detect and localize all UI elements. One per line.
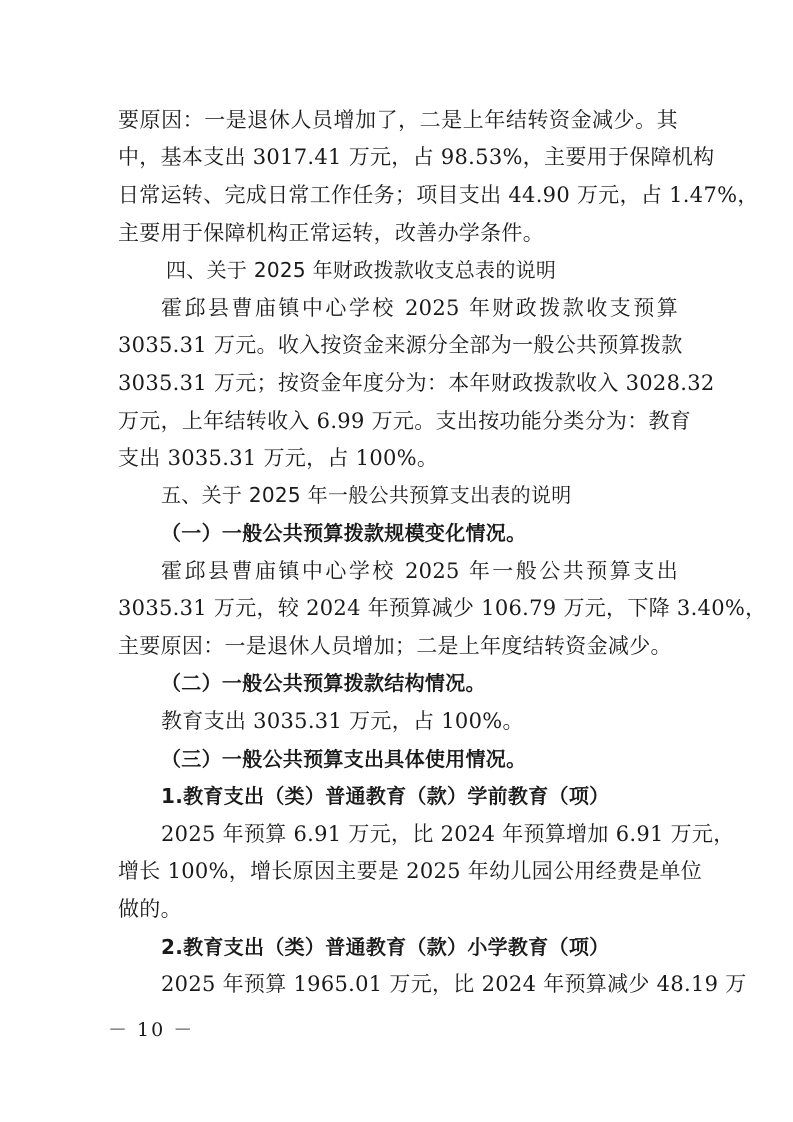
subsection-heading: （三）一般公共预算支出具体使用情况。 [161,747,527,771]
paragraph-line: 中，基本支出 3017.41 万元，占 98.53%，主要用于保障机构 [118,145,715,169]
paragraph-line: 3035.31 万元。收入按资金来源分全部为一般公共预算拨款 [118,333,683,357]
paragraph-line: 霍邱县曹庙镇中心学校 2025 年一般公共预算支出 [161,559,678,583]
section-heading-4: 四、关于 2025 年财政拨款收支总表的说明 [166,258,557,282]
subsection-heading: （二）一般公共预算拨款结构情况。 [161,671,486,695]
paragraph-line: 2025 年预算 1965.01 万元，比 2024 年预算减少 48.19 万 [161,972,747,996]
paragraph-line: 要原因：一是退休人员增加了，二是上年结转资金减少。其 [118,108,678,132]
item-heading: 1.教育支出（类）普通教育（款）学前教育（项） [161,784,610,808]
paragraph-line: 教育支出 3035.31 万元，占 100%。 [161,709,524,733]
paragraph-line: 主要原因：一是退休人员增加；二是上年度结转资金减少。 [118,634,672,658]
paragraph-line: 支出 3035.31 万元，占 100%。 [118,446,439,470]
item-heading: 2.教育支出（类）普通教育（款）小学教育（项） [161,935,610,959]
section-heading-5: 五、关于 2025 年一般公共预算支出表的说明 [161,483,572,507]
subsection-heading: （一）一般公共预算拨款规模变化情况。 [161,521,527,545]
paragraph-line: 主要用于保障机构正常运转，改善办学条件。 [118,221,544,245]
paragraph-line: 日常运转、完成日常工作任务；项目支出 44.90 万元，占 1.47%， [118,183,759,207]
paragraph-line: 万元，上年结转收入 6.99 万元。支出按功能分类分为：教育 [118,409,692,433]
paragraph-line: 2025 年预算 6.91 万元，比 2024 年预算增加 6.91 万元， [161,822,735,846]
paragraph-line: 增长 100%，增长原因主要是 2025 年幼儿园公用经费是单位 [118,859,703,883]
paragraph-line: 霍邱县曹庙镇中心学校 2025 年财政拨款收支预算 [161,296,678,320]
paragraph-line: 做的。 [118,897,182,921]
paragraph-line: 3035.31 万元；按资金年度分为：本年财政拨款收入 3028.32 [118,371,715,395]
page-number: － 10 － [108,1019,195,1041]
paragraph-line: 3035.31 万元，较 2024 年预算减少 106.79 万元，下降 3.40%， [118,596,767,620]
